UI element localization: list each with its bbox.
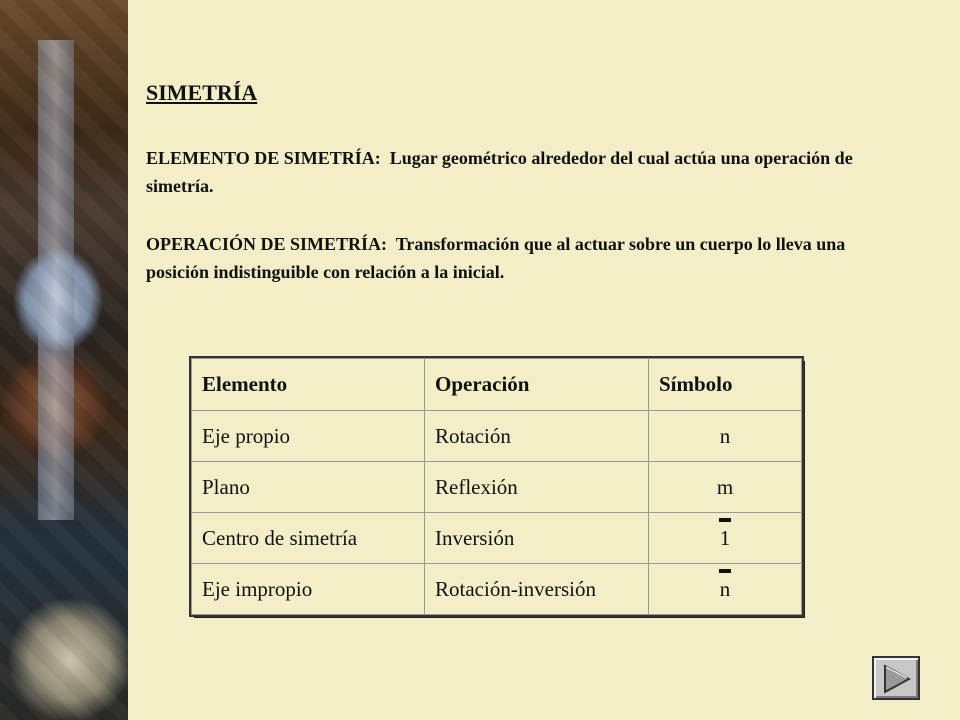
symbol-text: m [716, 474, 734, 499]
definition-term: OPERACIÓN DE SIMETRÍA: [146, 234, 388, 254]
cell-operation: Rotación [425, 411, 649, 462]
cell-symbol [649, 462, 802, 513]
next-slide-button[interactable] [872, 656, 920, 700]
symbol-glyph [720, 577, 731, 602]
slide-title: SIMETRÍA [146, 80, 258, 105]
definition-term: ELEMENTO DE SIMETRÍA: [146, 148, 381, 168]
definition-text: Transformación que al actuar sobre un cuerpo lo lleva una posición indistinguible con relación a la inicial. [146, 234, 846, 282]
overbar-mark [719, 569, 732, 573]
definition-paragraph-element [146, 144, 866, 200]
cell-symbol [649, 564, 802, 615]
table-header-row [192, 359, 802, 411]
table-row [192, 513, 802, 564]
cell-element: Centro de simetría [192, 513, 425, 564]
overbar-mark [719, 518, 732, 522]
decorative-photo-strip [0, 0, 128, 720]
cell-element: Eje impropio [192, 564, 425, 615]
cell-element: Eje propio [192, 411, 425, 462]
cell-symbol [649, 411, 802, 462]
symbol-text: n [719, 576, 731, 601]
cell-element: Plano [192, 462, 425, 513]
cell-symbol [649, 513, 802, 564]
table-row [192, 564, 802, 615]
definition-text: Lugar geométrico alrededor del cual actúa una operación de simetría. [146, 148, 853, 196]
cell-operation: Reflexión [425, 462, 649, 513]
play-triangle-icon [883, 664, 911, 694]
column-header-element: Elemento [192, 359, 425, 411]
table-row [192, 462, 802, 513]
symbol-glyph [720, 424, 731, 449]
definition-paragraph-operation [146, 230, 866, 286]
symbol-text: n [719, 423, 731, 448]
symbol-glyph [720, 526, 731, 551]
symmetry-table [191, 358, 802, 615]
symbol-glyph [717, 475, 733, 500]
symbol-text: 1 [719, 525, 731, 550]
column-header-symbol: Símbolo [649, 359, 802, 411]
cell-operation: Inversión [425, 513, 649, 564]
cell-operation: Rotación-inversión [425, 564, 649, 615]
table-row [192, 411, 802, 462]
column-header-operation: Operación [425, 359, 649, 411]
